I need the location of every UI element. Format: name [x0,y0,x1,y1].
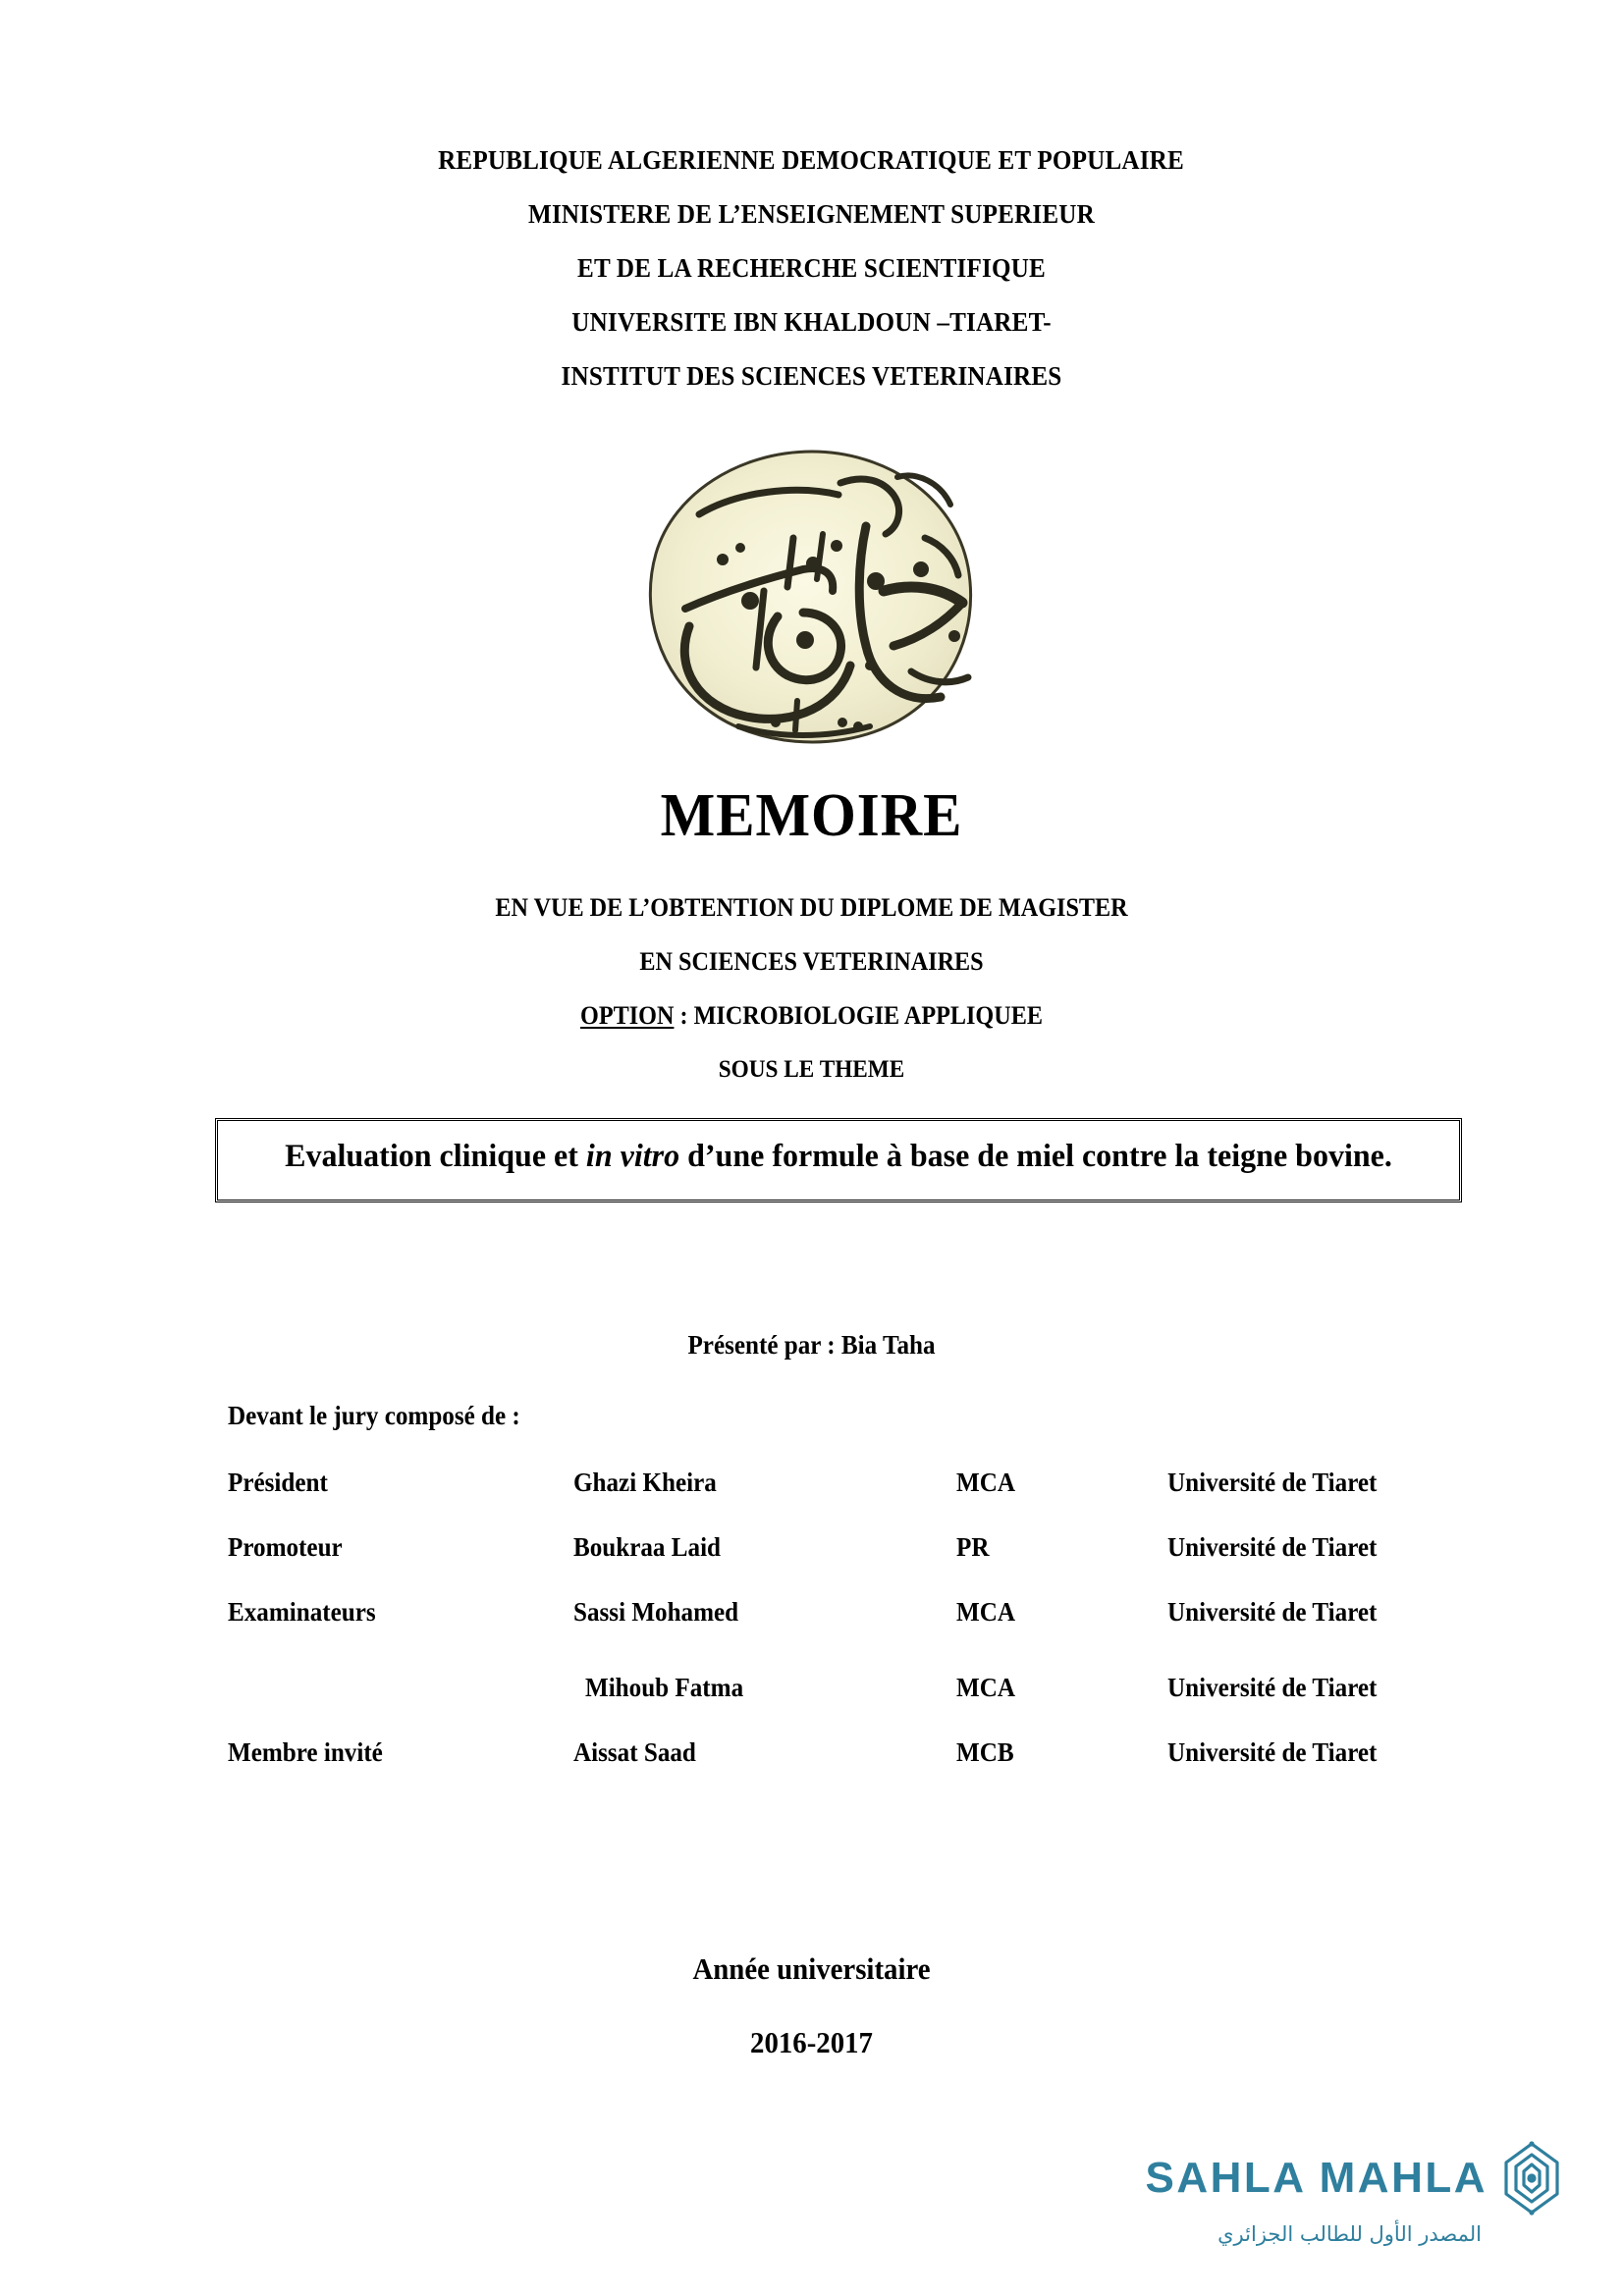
jury-role: Président [228,1468,328,1497]
jury-university: Université de Tiaret [1167,1532,1378,1562]
jury-name: Sassi Mohamed [573,1597,739,1627]
diploma-line-field: EN SCIENCES VETERINAIRES [639,947,984,976]
thesis-title-italic: in vitro [585,1139,680,1174]
jury-university: Université de Tiaret [1167,1737,1378,1767]
diploma-line-option [57,1003,1566,1029]
header-line-research: ET DE LA RECHERCHE SCIENTIFIQUE [577,253,1046,283]
jury-grade: MCA [956,1597,1015,1627]
jury-university: Université de Tiaret [1167,1673,1378,1702]
watermark-tagline: المصدر الأول للطالب الجزائري [1217,2222,1482,2246]
header-line-republic: REPUBLIQUE ALGERIENNE DEMOCRATIQUE ET POPULAIRE [438,145,1184,175]
jury-role: Promoteur [228,1532,343,1562]
watermark-brand: SAHLA MAHLA [1145,2154,1488,2202]
jury-name: Mihoub Fatma [585,1673,744,1702]
jury-intro: Devant le jury composé de : [228,1401,520,1430]
table-row [228,1737,1455,1802]
thesis-title [251,1135,1425,1180]
jury-grade: MCB [956,1737,1014,1767]
header-line-ministry: MINISTERE DE L’ENSEIGNEMENT SUPERIEUR [528,199,1095,229]
table-row [228,1597,1455,1673]
header-line-institute: INSTITUT DES SCIENCES VETERINAIRES [561,361,1062,391]
thesis-title-part2: d’une formule à base de miel contre la teigne bovine. [679,1139,1392,1174]
presented-by: Présenté par : Bia Taha [687,1330,936,1360]
table-row [228,1532,1455,1597]
jury-name: Ghazi Kheira [573,1468,717,1497]
jury-role [228,1673,573,1737]
jury-name: Boukraa Laid [573,1532,722,1562]
diploma-info [0,895,1623,1082]
jury-grade: MCA [956,1673,1015,1702]
sahla-mahla-watermark [1146,2141,1563,2245]
document-type-title: MEMOIRE [660,782,963,849]
academic-year-block [0,1953,1623,2057]
option-value: MICROBIOLOGIE APPLIQUEE [693,1001,1043,1030]
watermark-row [1146,2141,1563,2216]
header-line-university: UNIVERSITE IBN KHALDOUN –TIARET- [571,307,1052,337]
thesis-title-box [215,1118,1462,1202]
jury-university: Université de Tiaret [1167,1468,1378,1497]
university-seal-icon [630,444,994,748]
option-separator: : [674,1001,694,1030]
jury-university: Université de Tiaret [1167,1597,1378,1627]
theme-label: SOUS LE THEME [718,1056,905,1083]
jury-name: Aissat Saad [573,1737,696,1767]
institution-header [0,147,1623,390]
jury-grade: PR [956,1532,990,1562]
table-row [228,1468,1455,1532]
diploma-line-obtention: EN VUE DE L’OBTENTION DU DIPLOME DE MAGISTER [495,893,1128,922]
university-seal-container [0,444,1623,753]
academic-year-label: Année universitaire [692,1951,931,1986]
jury-role: Examinateurs [228,1597,376,1627]
jury-grade: MCA [956,1468,1015,1497]
table-row [228,1673,1455,1737]
academic-year-value: 2016-2017 [750,2025,873,2059]
jury-table [228,1468,1455,1802]
jury-role: Membre invité [228,1737,383,1767]
option-label: OPTION [580,1001,675,1030]
sahla-mahla-diamond-icon [1501,2141,1562,2216]
thesis-title-part1: Evaluation clinique et [285,1139,586,1174]
